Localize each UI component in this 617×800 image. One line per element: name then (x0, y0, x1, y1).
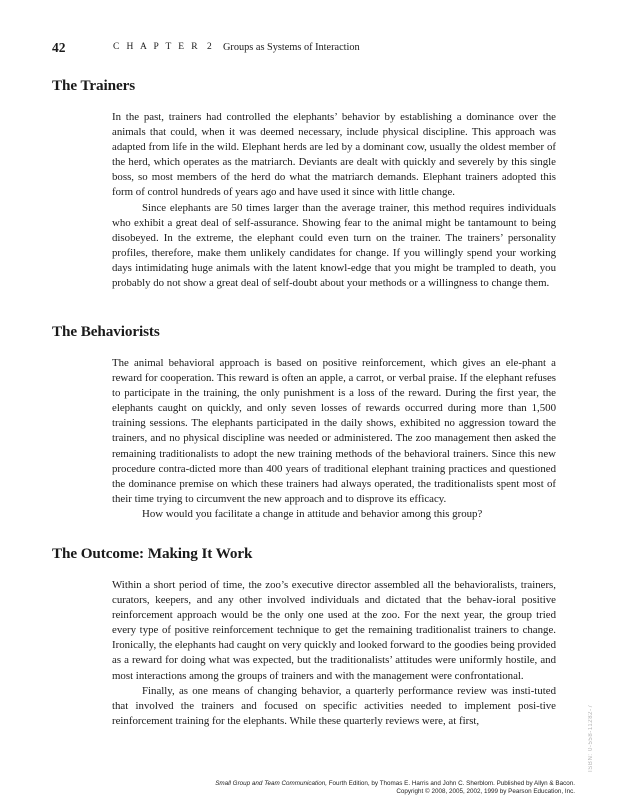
running-header (52, 40, 577, 60)
footer-book-title: Small Group and Team Communication, (215, 780, 327, 787)
section-heading-trainers: The Trainers (52, 77, 136, 94)
footer-credit-line (215, 780, 575, 788)
isbn-watermark: ISBN: 0-558-11282-7 (588, 704, 594, 772)
paragraph: Finally, as one means of changing behavior, a quarterly performance review was insti-tuted that involved the trainers and focused on specific activities needed to implement posi-tive reinforcement training for the elephants. While these quarterly reviews were, at first, (112, 684, 556, 727)
footer-copyright: Copyright © 2008, 2005, 2002, 1999 by Pearson Education, Inc. (396, 788, 575, 796)
paragraph: Within a short period of time, the zoo’s executive director assembled all the behavioralists, trainers, curators, keepers, and any other involved individuals and dictated that the behav-ioral positive reinforcement approach would be the only one used at the zoo. For the next year, the group tried every type of positive reinforcement technique to get the remaining traditionalist trainers to change. Ironically, the elephants had caught on very quickly and looked forward to the goodies being provided as a reward for doing what was expected, but the traditionalists’ attitudes were uniformly hostile, and most interactions among the groups of trainers and with the management were confrontational. (112, 579, 556, 682)
section-body-trainers (112, 110, 556, 291)
chapter-title: Groups as Systems of Interaction (223, 41, 360, 53)
paragraph: How would you facilitate a change in attitude and behavior among this group? (142, 507, 483, 520)
page-number: 42 (52, 40, 66, 55)
section-body-outcome (112, 578, 556, 729)
section-heading-outcome: The Outcome: Making It Work (52, 545, 253, 562)
section-heading-behaviorists: The Behaviorists (52, 323, 160, 340)
chapter-label: C H A P T E R (113, 42, 200, 52)
footer-credit: Fourth Edition, by Thomas E. Harris and John C. Sherblom. Published by Allyn & Bacon. (326, 780, 575, 787)
paragraph: The animal behavioral approach is based on positive reinforcement, which gives an ele-phant a reward for cooperation. This reward is often an apple, a carrot, or verbal praise. If the elephant refuses to participate in the training, the only punishment is a loss of the reward. During the first year, the elephants caught on quickly, and only seven losses of rewards occurred during more than 1,500 training sessions. The elephants participated in the daily shows, exhibited no aggression toward the trainers, and no physical discipline was needed or administered. The zoo management then asked the remaining traditionalists to adopt the new training methods of the behavioral trainers. Since this new procedure contra-dicted more than 400 years of traditional elephant training practices and questioned the dominance premise on which these trainers had always operated, the traditionalists spent most of their time trying to circumvent the new approach and to disprove its efficacy. (112, 357, 556, 505)
chapter-number: 2 (207, 42, 212, 52)
section-body-behaviorists (112, 356, 556, 522)
page-footer (215, 780, 575, 796)
paragraph: In the past, trainers had controlled the elephants’ behavior by establishing a dominance over the animals that could, when it was deemed necessary, include physical discipline. This approach was adapted from life in the wild. Elephant herds are led by a dominant cow, usually the oldest member of the herd, which operates as the matriarch. Deviants are dealt with quickly and severely by this single boss, so most members of the herd do what the matriarch demands. Elephant trainers adopted this form of control hundreds of years ago and have used it since with little change. (112, 111, 556, 199)
paragraph: Since elephants are 50 times larger than the average trainer, this method requires individuals who exhibit a great deal of self-assurance. Showing fear to the animal might be tantamount to being disobeyed. In the extreme, the elephant could even turn on the trainer. The trainers’ personality profiles, therefore, make them unlikely candidates for change. If you willingly spend your working days intimidating huge animals with the latent knowl-edge that you might be trampled to death, you probably do not show a great deal of self-doubt about your methods or a willingness to change them. (112, 201, 556, 290)
